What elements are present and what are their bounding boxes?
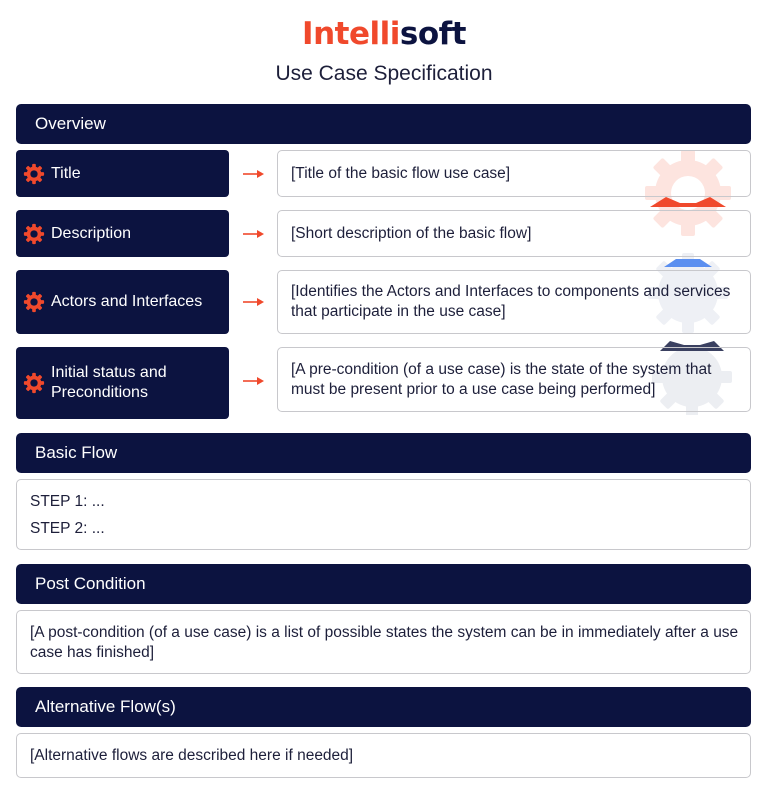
overview-label-text: Actors and Interfaces <box>51 293 203 310</box>
overview-value-actors: [Identifies the Actors and Interfaces to components and services that participate in the use case] <box>277 270 751 334</box>
basic-flow-step: STEP 2: ... <box>30 520 105 537</box>
gear-icon <box>23 223 45 245</box>
brand-logo-part2: soft <box>399 16 466 52</box>
overview-value-preconditions: [A pre-condition (of a use case) is the state of the system that must be present prior to a use case being performed] <box>277 347 751 412</box>
arrow-right-icon <box>243 376 265 386</box>
overview-label-title <box>16 150 229 197</box>
gear-icon <box>23 291 45 313</box>
post-condition-header: Post Condition <box>16 564 751 604</box>
overview-label-preconditions <box>16 347 229 419</box>
overview-value-description: [Short description of the basic flow] <box>277 210 751 257</box>
overview-label-text: Initial status and Preconditions <box>51 364 167 401</box>
overview-label-actors <box>16 270 229 334</box>
overview-label-description <box>16 210 229 257</box>
brand-logo-part1: Intelli <box>302 16 400 52</box>
basic-flow-step: STEP 1: ... <box>30 493 105 510</box>
overview-label-text: Title <box>51 164 81 182</box>
page-title: Use Case Specification <box>275 62 493 85</box>
overview-header: Overview <box>16 104 751 144</box>
overview-label-text: Description <box>51 224 132 242</box>
overview-value-title: [Title of the basic flow use case] <box>277 150 751 197</box>
arrow-right-icon <box>243 169 265 179</box>
brand-logo <box>0 14 768 54</box>
post-condition-text: [A post-condition (of a use case) is a list of possible states the system can be in immediately after a use case has finished] <box>16 610 751 674</box>
arrow-right-icon <box>243 229 265 239</box>
basic-flow-header: Basic Flow <box>16 433 751 473</box>
alternative-flows-text: [Alternative flows are described here if needed] <box>16 733 751 778</box>
arrow-right-icon <box>243 297 265 307</box>
alternative-flows-header: Alternative Flow(s) <box>16 687 751 727</box>
gear-icon <box>23 163 45 185</box>
gear-icon <box>23 372 45 394</box>
basic-flow-box <box>16 479 751 550</box>
